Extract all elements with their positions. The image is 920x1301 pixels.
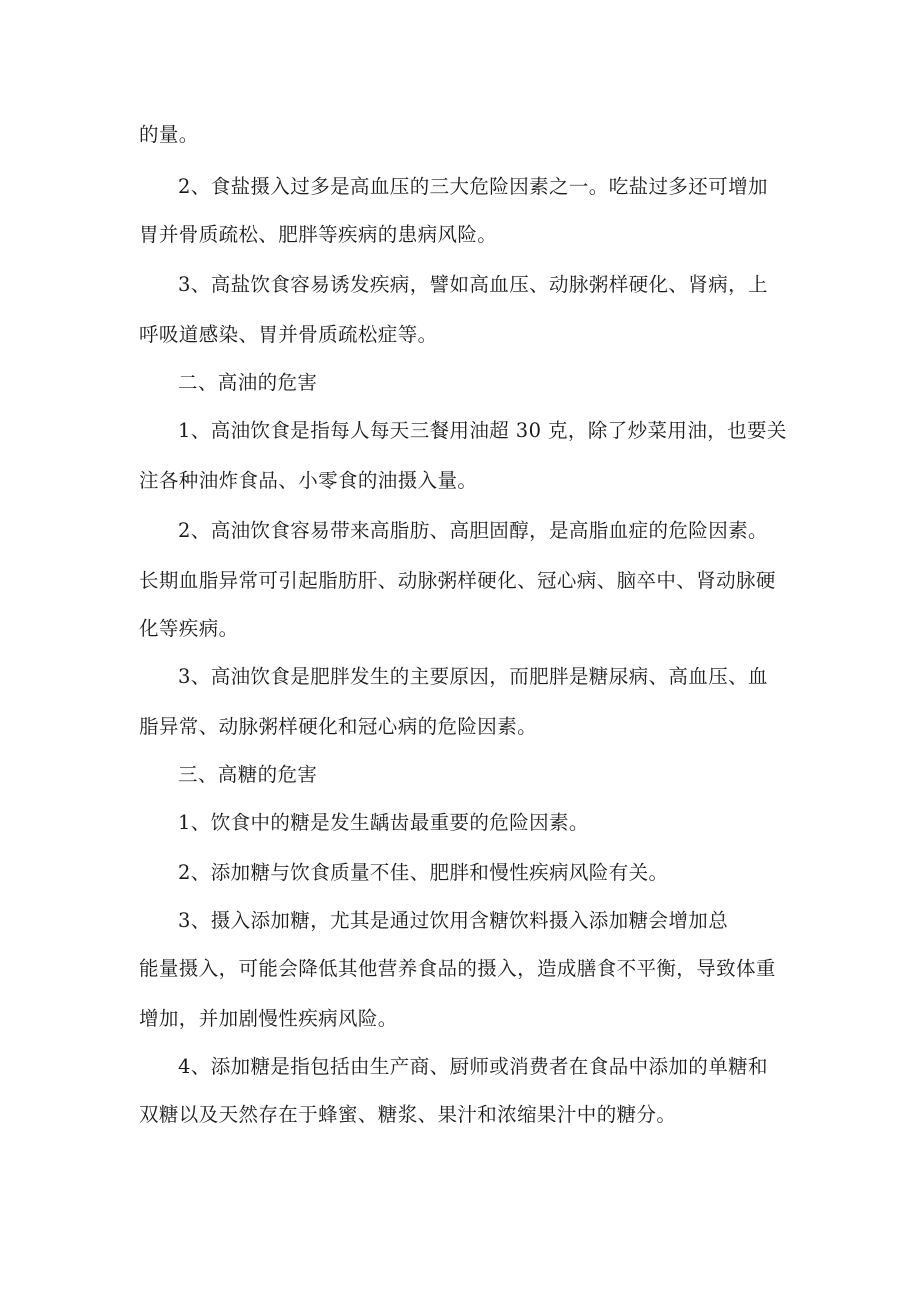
paragraph-line: 2、添加糖与饮食质量不佳、肥胖和慢性疾病风险有关。 <box>178 861 669 884</box>
paragraph-line: 增加，并加剧慢性疾病风险。 <box>139 1007 398 1030</box>
paragraph-line: 能量摄入，可能会降低其他营养食品的摄入，造成膳食不平衡，导致体重 <box>139 957 776 980</box>
paragraph-line: 3、高盐饮食容易诱发疾病，譬如高血压、动脉粥样硬化、肾病，上 <box>178 273 768 296</box>
paragraph-line: 2、高油饮食容易带来高脂肪、高胆固醇，是高脂血症的危险因素。 <box>178 519 768 542</box>
paragraph-line: 胃并骨质疏松、肥胖等疾病的患病风险。 <box>139 223 498 246</box>
paragraph-line: 3、高油饮食是肥胖发生的主要原因，而肥胖是糖尿病、高血压、血 <box>178 665 768 688</box>
paragraph-line: 化等疾病。 <box>139 617 239 640</box>
paragraph-line: 2、食盐摄入过多是高血压的三大危险因素之一。吃盐过多还可增加 <box>178 175 768 198</box>
paragraph-line: 的量。 <box>139 123 199 146</box>
paragraph-line: 4、添加糖是指包括由生产商、厨师或消费者在食品中添加的单糖和 <box>178 1055 768 1078</box>
paragraph-line: 注各种油炸食品、小零食的油摄入量。 <box>139 469 478 492</box>
paragraph-line: 呼吸道感染、胃并骨质疏松症等。 <box>139 323 438 346</box>
paragraph-line: 1、高油饮食是指每人每天三餐用油超 30 克，除了炒菜用油，也要关 <box>178 419 787 442</box>
paragraph-line: 脂异常、动脉粥样硬化和冠心病的危险因素。 <box>139 715 538 738</box>
section-heading: 三、高糖的危害 <box>178 763 318 786</box>
paragraph-line: 长期血脂异常可引起脂肪肝、动脉粥样硬化、冠心病、脑卒中、肾动脉硬 <box>139 569 776 592</box>
paragraph-line: 1、饮食中的糖是发生龋齿最重要的危险因素。 <box>178 811 589 834</box>
paragraph-line: 3、摄入添加糖，尤其是通过饮用含糖饮料摄入添加糖会增加总 <box>178 909 729 932</box>
section-heading: 二、高油的危害 <box>178 371 318 394</box>
paragraph-line: 双糖以及天然存在于蜂蜜、糖浆、果汁和浓缩果汁中的糖分。 <box>139 1103 677 1126</box>
